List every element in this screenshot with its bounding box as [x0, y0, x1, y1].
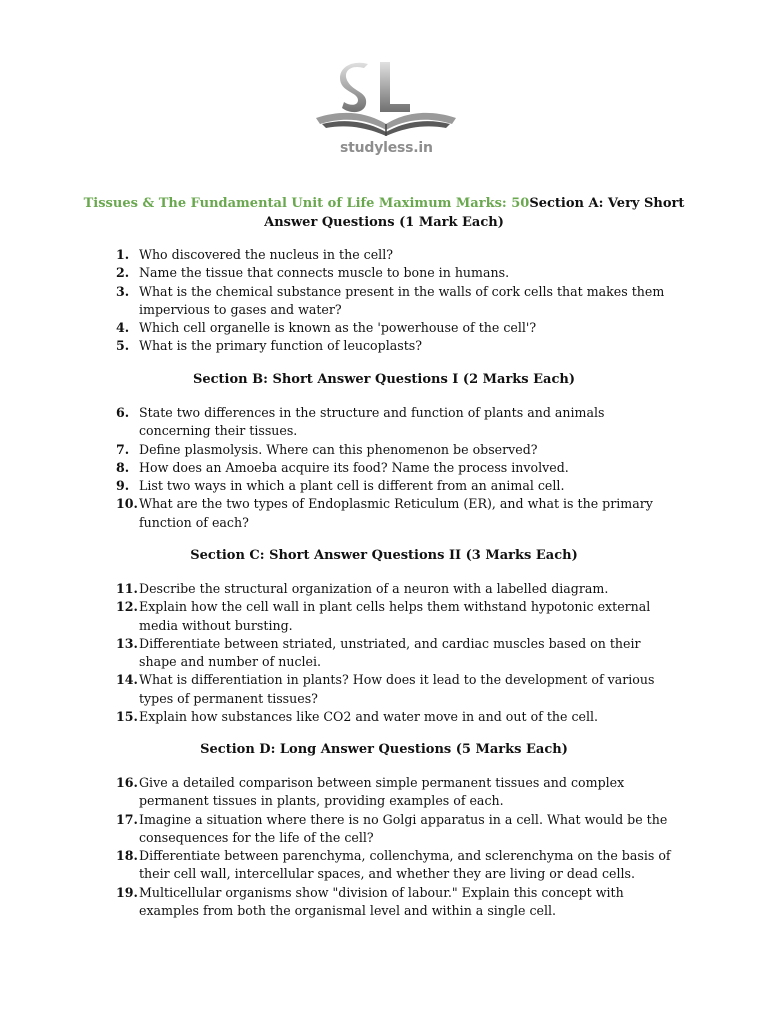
section-b-questions: [0, 404, 768, 532]
question-number: 7.: [116, 441, 130, 457]
title-section-a: Section A: Very Short Answer Questions (1 Mark Each): [264, 196, 685, 230]
question-number: 6.: [116, 405, 130, 420]
question-number: 19.: [116, 884, 138, 900]
question-number: 13.: [116, 635, 138, 651]
question-text: List two ways in which a plant cell is different from an animal cell.: [139, 478, 565, 494]
question-number: 8.: [116, 459, 130, 475]
question-text: State two differences in the structure and function of plants and animals concerning their tissues.: [139, 405, 605, 439]
question-text: Give a detailed comparison between simple permanent tissues and complex permanent tissues in plants, providing examples of each.: [139, 775, 625, 809]
section-b-title: Section B: Short Answer Questions I (2 Marks Each): [192, 372, 576, 387]
question-item: [0, 708, 679, 726]
question-text: Name the tissue that connects muscle to bone in humans.: [139, 265, 510, 281]
question-text: Differentiate between parenchyma, collenchyma, and sclerenchyma on the basis of their cell wall, intercellular spaces, and whether they are living or dead cells.: [139, 848, 671, 882]
section-d-title: Section D: Long Answer Questions (5 Marks Each): [200, 742, 568, 757]
question-number: 4.: [116, 320, 130, 336]
question-number: 5.: [116, 338, 130, 354]
question-number: 3.: [116, 283, 130, 299]
question-number: 11.: [116, 581, 138, 596]
question-number: 18.: [116, 848, 138, 864]
question-number: 12.: [116, 599, 138, 615]
question-item: [0, 459, 679, 477]
logo-text: studyless.in: [340, 140, 433, 156]
section-c-questions: [0, 580, 768, 726]
question-text: Which cell organelle is known as the 'powerhouse of the cell'?: [139, 320, 537, 336]
question-item: [0, 847, 679, 884]
question-number: 14.: [116, 672, 138, 688]
question-item: [0, 811, 679, 848]
section-a-questions: [0, 246, 768, 356]
question-item: [0, 477, 679, 495]
question-number: 10.: [116, 496, 138, 512]
page-title: [80, 194, 688, 232]
question-text: Who discovered the nucleus in the cell?: [139, 247, 393, 262]
question-text: How does an Amoeba acquire its food? Name the process involved.: [139, 459, 569, 475]
question-text: Multicellular organisms show "division of labour." Explain this concept with examples from both the organismal level and within a single cell.: [139, 884, 624, 919]
question-item: [0, 404, 679, 441]
question-item: [0, 319, 679, 337]
question-item: [0, 671, 679, 708]
question-item: [0, 495, 679, 532]
question-item: [0, 283, 679, 320]
question-number: 9.: [116, 478, 130, 494]
question-text: What is the primary function of leucoplasts?: [139, 338, 422, 354]
question-text: Define plasmolysis. Where can this phenomenon be observed?: [139, 441, 538, 457]
question-item: [0, 441, 679, 459]
question-item: [0, 635, 679, 672]
question-item: [0, 884, 679, 921]
question-text: What is differentiation in plants? How does it lead to the development of various types of permanent tissues?: [139, 672, 655, 706]
question-item: [0, 774, 679, 811]
section-c-title: Section C: Short Answer Questions II (3 Marks Each): [190, 548, 578, 563]
question-number: 1.: [116, 247, 130, 262]
title-green: Tissues & The Fundamental Unit of Life Maximum Marks: 50: [83, 196, 530, 211]
question-item: [0, 598, 679, 635]
question-text: Differentiate between striated, unstriated, and cardiac muscles based on their shape and number of nuclei.: [139, 635, 641, 670]
question-text: What is the chemical substance present in the walls of cork cells that makes them impervious to gases and water?: [139, 283, 665, 317]
question-text: Explain how substances like CO2 and water move in and out of the cell.: [139, 709, 599, 725]
section-d-questions: [0, 774, 768, 920]
studyless-logo: [306, 60, 466, 164]
question-text: What are the two types of Endoplasmic Reticulum (ER), and what is the primary function of each?: [139, 496, 653, 530]
question-number: 17.: [116, 811, 138, 827]
question-item: [0, 580, 679, 598]
question-number: 2.: [116, 265, 130, 281]
question-number: 15.: [116, 709, 138, 725]
question-text: Explain how the cell wall in plant cells helps them withstand hypotonic external media without bursting.: [139, 599, 651, 633]
book-logo-icon: [306, 60, 466, 140]
question-text: Imagine a situation where there is no Golgi apparatus in a cell. What would be the consequences for the life of the cell?: [139, 811, 668, 845]
question-item: [0, 246, 679, 264]
question-number: 16.: [116, 775, 138, 790]
question-text: Describe the structural organization of a neuron with a labelled diagram.: [139, 581, 609, 596]
question-item: [0, 264, 679, 282]
question-item: [0, 337, 679, 355]
